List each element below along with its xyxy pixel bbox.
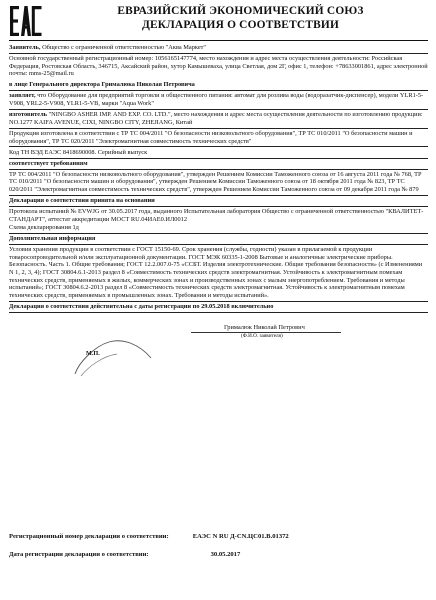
basis-text: Протокола испытаний № EVWJG от 30.05.2017 года, выданного Испытательная лаборатория Общество с ограниченной ответственностью "КВАЛИТЕТ-СТАНДАРТ", аттестат аккредитации МОСТ RU.04ИАЕ0.ИЛ0012 [9, 208, 424, 224]
applicant-details: Основной государственный регистрационный номер: 1056165147774, место нахождения и адрес места осуществления деятельности: Российская Федерация, Ростовская Область, 346715, Аксайский район, хутор Камышеваха, улица Светлая, дом 2Г, офис 1, телефон: +78633001861, адрес электронной почты: mms-25@mail.ru [9, 55, 428, 78]
representative-name: Генерального директора Грималюка Николая Петровича [29, 81, 195, 89]
eac-logo-icon [10, 4, 42, 38]
document-title [53, 4, 428, 32]
registration-date: 30.05.2017 [210, 551, 241, 558]
registration-date-row [9, 551, 428, 559]
manufacturer-text: "NINGBO ASHER IMP. AND EXP. CO. LTD.", место нахождения и адрес места осуществления деятельности по изготовлению продукции: NO.1277 KAIFA AVENUE, CIXI, NINGBO CITY, ZHEJIANG, Китай [9, 111, 423, 126]
registration-number: ЕАЭС N RU Д-CN.ЦС01.В.01372 [192, 533, 289, 540]
scheme-text: Схема декларирования 1д [9, 223, 79, 231]
title-line-2: ДЕКЛАРАЦИЯ О СООТВЕТСТВИИ [141, 19, 340, 31]
manufacturer-label: изготовитель [9, 111, 47, 119]
requirements-text: ТР ТС 004/2011 "О безопасности низковольтного оборудования", утвержден Решением Комиссии Таможенного союза от 16 августа 2011 года № 768, ТР ТС 010/2011 "О безопасности машин и оборудования", утвержден Решением Комиссии Таможенного союза от 18 октября 2011 года № 823, ТР ТС 020/2011 "Электромагнитная совместимость технических средств", утвержден Решением Комиссии Таможенного союза от 09 декабря 2011 года № 879 [9, 170, 422, 194]
basis-heading: Декларация о соответствии принята на основании [9, 197, 155, 205]
requirements-heading: соответствует требованиям [9, 159, 88, 167]
divider [9, 158, 428, 159]
applicant-name: Общество с ограниченной ответственностью "Аква Маркет" [42, 44, 206, 51]
compliance-text: Продукция изготовлена в соответствии с ТР ТС 004/2011 "О безопасности низковольтного оборудования", ТР ТС 010/2011 "О безопасности машин и оборудования", ТР ТС 020/2011 "Электромагнитная совместимость технических средств" [9, 129, 413, 145]
signatory-name: Грималюк Николай Петрович [224, 324, 305, 332]
divider [9, 128, 428, 129]
representative-label: в лице [9, 81, 28, 89]
divider [9, 244, 428, 245]
divider [9, 233, 428, 234]
signature-area [9, 314, 428, 388]
stamp-placeholder-icon [69, 332, 159, 380]
applicant-line [9, 44, 428, 52]
divider [9, 312, 428, 313]
document-body [9, 42, 428, 388]
divider [9, 90, 428, 91]
additional-text: Условия хранения продукции в соответствии с ГОСТ 15150-69. Срок хранения (службы, годности) указан в прилагаемой к продукции товаросопроводительной и/или эксплуатационной документации. ГОСТ МЭК 60335-1-2008 Бытовые и аналогичные электрические приборы. Безопасность. Часть 1. Общие требования; ГОСТ 12.2.007.0-75 «ССБТ. Изделия электротехнические. Общие требования безопасности» (с Изменениями N 1, 2, 3, 4); ГОСТ 30804.6.1-2013 раздел 8 «Совместимость технических средств электромагнитная. Устойчивость к электромагнитным помехам технических средств, применяемых в жилых, коммерческих зонах и производственных зонах с малым энергопотреблением. Требования и методы испытаний»; ГОСТ 30804.6.2-2013 раздел 8 «Совместимость технических средств электромагнитная. Устойчивость к электромагнитным помехам технических средств, применяемых в промышленных зонах. Требования и методы испытаний». [9, 245, 423, 300]
manufacturer-line [9, 111, 428, 126]
divider [9, 206, 428, 207]
registration-number-row [9, 533, 428, 541]
document-header [9, 0, 428, 42]
declares-line [9, 92, 428, 107]
validity-text: Декларация о соответствии действительна с даты регистрации по 29.05.2018 включительно [9, 303, 274, 311]
registration-footer [9, 533, 428, 569]
additional-heading: Дополнительная информация [9, 234, 96, 242]
registration-number-label: Регистрационный номер декларации о соответствии: [9, 533, 169, 540]
applicant-label: Заявитель, [9, 44, 41, 51]
divider [9, 53, 428, 54]
divider [9, 169, 428, 170]
divider [9, 146, 428, 147]
divider [9, 301, 428, 302]
divider [9, 195, 428, 196]
code-text: Код ТН ВЭД ЕАЭС 8418690008. Серийный выпуск [9, 148, 148, 156]
signatory-caption: (Ф.И.О. заявителя) [241, 333, 283, 340]
stamp-label: М.П. [86, 350, 100, 358]
representative-line [9, 81, 428, 89]
divider [9, 109, 428, 110]
title-line-1: ЕВРАЗИЙСКИЙ ЭКОНОМИЧЕСКИЙ СОЮЗ [117, 5, 364, 17]
header-divider [9, 40, 428, 41]
registration-date-label: Дата регистрации декларации о соответствии: [9, 551, 149, 558]
declares-text: что Оборудование для предприятий торговли и общественного питания: автомат для розлива воды (водоразатчик-диспенсер), модели YLR1-5-V908, YRL2-5-V908, YLR1-5-VB, марки "Aqua Work" [9, 92, 424, 107]
declares-label: заявляет, [9, 92, 36, 100]
